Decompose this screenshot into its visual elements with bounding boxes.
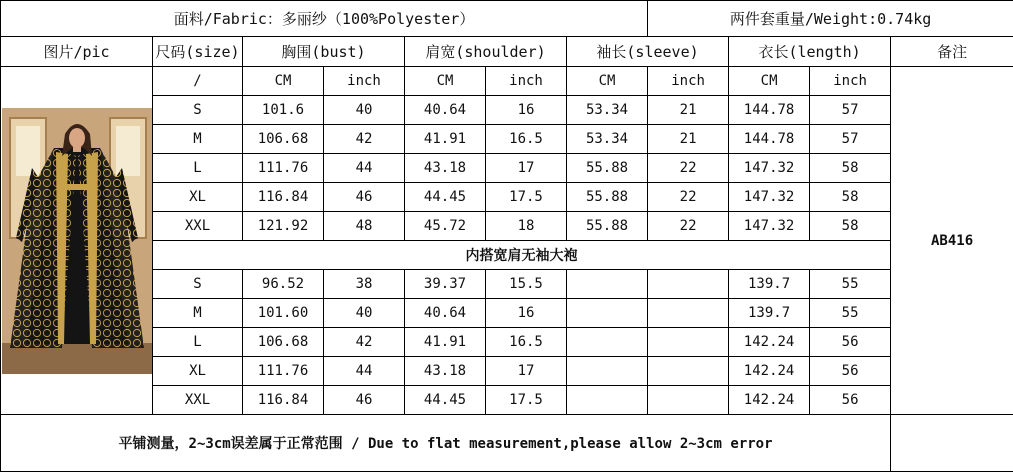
bust-inch-value: 46	[324, 183, 405, 212]
bust-inch-value: 44	[324, 154, 405, 183]
sleeve-inch-empty	[648, 270, 729, 299]
sleeve-inch-empty	[648, 357, 729, 386]
shoulder-inch-value: 16.5	[486, 328, 567, 357]
sleeve-cm-value: 55.88	[567, 212, 648, 241]
sleeve-inch-empty	[648, 299, 729, 328]
size-value: XXL	[153, 386, 243, 415]
product-photo	[2, 108, 152, 374]
size-value: S	[153, 96, 243, 125]
sleeve-inch-empty	[648, 328, 729, 357]
size-value: XL	[153, 183, 243, 212]
size-value: L	[153, 154, 243, 183]
bust-inch-value: 40	[324, 96, 405, 125]
size-value: M	[153, 299, 243, 328]
footer-row	[1, 415, 1013, 472]
shoulder-cm-value: 43.18	[405, 357, 486, 386]
sleeve-cm-empty	[567, 299, 648, 328]
unit-row	[1, 67, 1013, 96]
length-inch-value: 57	[810, 96, 891, 125]
length-cm-value: 142.24	[729, 386, 810, 415]
length-inch-value: 58	[810, 183, 891, 212]
sleeve-header: 袖长(sleeve)	[567, 37, 729, 67]
unit-inch: inch	[810, 67, 891, 96]
length-cm-value: 147.32	[729, 183, 810, 212]
weight-info: 两件套重量/Weight:0.74kg	[648, 1, 1013, 37]
bust-cm-value: 111.76	[243, 154, 324, 183]
unit-inch: inch	[486, 67, 567, 96]
length-cm-value: 144.78	[729, 125, 810, 154]
shoulder-cm-value: 44.45	[405, 386, 486, 415]
size-value: XL	[153, 357, 243, 386]
pic-header: 图片/pic	[1, 37, 153, 67]
length-cm-value: 139.7	[729, 299, 810, 328]
sleeve-cm-value: 55.88	[567, 154, 648, 183]
shoulder-inch-value: 18	[486, 212, 567, 241]
style-code: AB416	[891, 67, 1013, 415]
sleeve-cm-empty	[567, 357, 648, 386]
shoulder-inch-value: 17	[486, 154, 567, 183]
bust-cm-value: 106.68	[243, 328, 324, 357]
shoulder-inch-value: 16	[486, 299, 567, 328]
shoulder-cm-value: 45.72	[405, 212, 486, 241]
shoulder-inch-value: 16.5	[486, 125, 567, 154]
shoulder-cm-value: 43.18	[405, 154, 486, 183]
bust-cm-value: 96.52	[243, 270, 324, 299]
bust-inch-value: 42	[324, 328, 405, 357]
length-inch-value: 55	[810, 299, 891, 328]
bust-cm-value: 101.6	[243, 96, 324, 125]
note-header: 备注	[891, 37, 1013, 67]
length-cm-value: 142.24	[729, 357, 810, 386]
column-header-row	[1, 37, 1013, 67]
bust-cm-value: 106.68	[243, 125, 324, 154]
table-row	[1, 386, 1013, 415]
length-inch-value: 58	[810, 212, 891, 241]
unit-slash: /	[153, 67, 243, 96]
sleeve-inch-value: 22	[648, 212, 729, 241]
bust-inch-value: 40	[324, 299, 405, 328]
bust-cm-value: 116.84	[243, 386, 324, 415]
sleeve-cm-empty	[567, 270, 648, 299]
header-row	[1, 1, 1013, 37]
table-row	[1, 125, 1013, 154]
bust-cm-value: 121.92	[243, 212, 324, 241]
size-value: L	[153, 328, 243, 357]
length-cm-value: 139.7	[729, 270, 810, 299]
unit-cm: CM	[567, 67, 648, 96]
shoulder-cm-value: 41.91	[405, 328, 486, 357]
bust-inch-value: 42	[324, 125, 405, 154]
table-row	[1, 154, 1013, 183]
shoulder-cm-value: 44.45	[405, 183, 486, 212]
shoulder-cm-value: 41.91	[405, 125, 486, 154]
shoulder-inch-value: 17.5	[486, 183, 567, 212]
length-header: 衣长(length)	[729, 37, 891, 67]
bust-cm-value: 116.84	[243, 183, 324, 212]
sleeve-cm-value: 53.34	[567, 96, 648, 125]
table-row	[1, 328, 1013, 357]
bust-inch-value: 38	[324, 270, 405, 299]
unit-cm: CM	[729, 67, 810, 96]
size-value: S	[153, 270, 243, 299]
sleeve-inch-value: 22	[648, 154, 729, 183]
bust-inch-value: 48	[324, 212, 405, 241]
length-cm-value: 147.32	[729, 154, 810, 183]
shoulder-inch-value: 16	[486, 96, 567, 125]
table-row	[1, 96, 1013, 125]
sleeve-inch-empty	[648, 386, 729, 415]
size-value: XXL	[153, 212, 243, 241]
fabric-info: 面料/Fabric：多丽纱（100%Polyester）	[1, 1, 648, 37]
footer-note-empty	[891, 415, 1013, 472]
size-header: 尺码(size)	[153, 37, 243, 67]
bust-header: 胸围(bust)	[243, 37, 405, 67]
shoulder-cm-value: 40.64	[405, 96, 486, 125]
length-cm-value: 147.32	[729, 212, 810, 241]
bust-inch-value: 46	[324, 386, 405, 415]
bust-inch-value: 44	[324, 357, 405, 386]
sleeve-inch-value: 22	[648, 183, 729, 212]
sleeve-inch-value: 21	[648, 125, 729, 154]
length-inch-value: 56	[810, 328, 891, 357]
measurement-note: 平铺测量，2~3cm误差属于正常范围 / Due to flat measurement,please allow 2~3cm error	[1, 415, 891, 472]
length-inch-value: 57	[810, 125, 891, 154]
length-inch-value: 56	[810, 386, 891, 415]
shoulder-inch-value: 15.5	[486, 270, 567, 299]
inner-dress-title: 内搭宽肩无袖大袍	[153, 241, 891, 270]
shoulder-cm-value: 40.64	[405, 299, 486, 328]
shoulder-header: 肩宽(shoulder)	[405, 37, 567, 67]
table-row	[1, 270, 1013, 299]
shoulder-inch-value: 17	[486, 357, 567, 386]
length-inch-value: 55	[810, 270, 891, 299]
length-cm-value: 142.24	[729, 328, 810, 357]
bust-cm-value: 101.60	[243, 299, 324, 328]
shoulder-cm-value: 39.37	[405, 270, 486, 299]
sleeve-cm-value: 55.88	[567, 183, 648, 212]
unit-inch: inch	[648, 67, 729, 96]
sleeve-cm-empty	[567, 386, 648, 415]
sleeve-cm-value: 53.34	[567, 125, 648, 154]
bust-cm-value: 111.76	[243, 357, 324, 386]
size-value: M	[153, 125, 243, 154]
table-row	[1, 299, 1013, 328]
unit-cm: CM	[405, 67, 486, 96]
table-row	[1, 183, 1013, 212]
sleeve-inch-value: 21	[648, 96, 729, 125]
product-photo-cell	[1, 67, 153, 415]
length-inch-value: 56	[810, 357, 891, 386]
shoulder-inch-value: 17.5	[486, 386, 567, 415]
length-inch-value: 58	[810, 154, 891, 183]
unit-inch: inch	[324, 67, 405, 96]
unit-cm: CM	[243, 67, 324, 96]
sleeve-cm-empty	[567, 328, 648, 357]
inner-section-row	[1, 241, 1013, 270]
length-cm-value: 144.78	[729, 96, 810, 125]
table-row	[1, 212, 1013, 241]
table-row	[1, 357, 1013, 386]
